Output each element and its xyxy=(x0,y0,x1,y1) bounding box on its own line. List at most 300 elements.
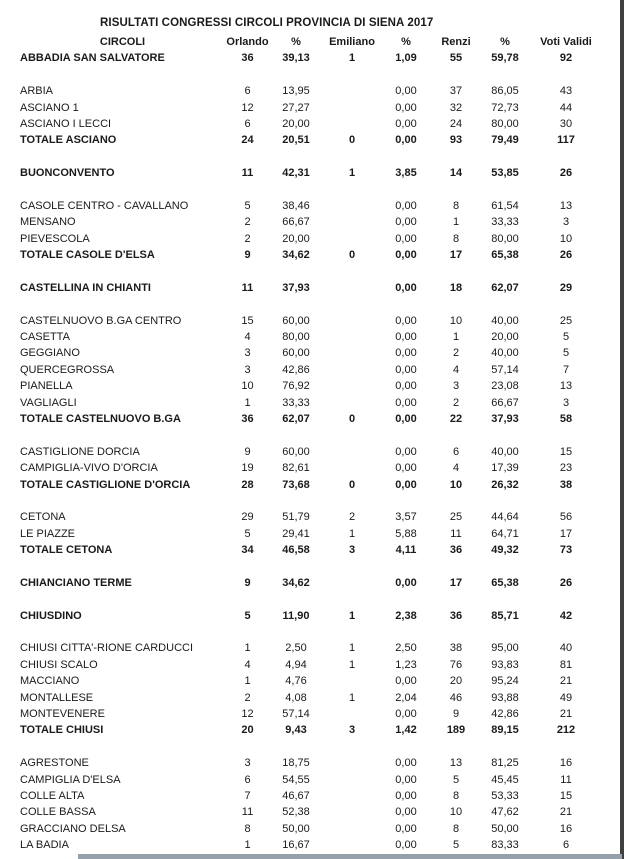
cell-value: 10 xyxy=(449,314,463,327)
table-row xyxy=(20,542,610,558)
cell-value: 4 xyxy=(452,462,460,475)
table-header-row xyxy=(20,34,610,50)
cell-value: 0,00 xyxy=(395,708,417,721)
table-row xyxy=(20,280,610,296)
cell-circolo: TOTALE CASTELNUOVO B.GA xyxy=(20,412,181,425)
cell-value: 80,00 xyxy=(282,331,310,344)
cell-circolo: CETONA xyxy=(20,511,66,524)
cell-circolo: CAMPIGLIA-VIVO D'ORCIA xyxy=(20,462,158,475)
cell-value: 15 xyxy=(559,789,573,802)
cell-circolo: ASCIANO I LECCI xyxy=(20,117,112,130)
cell-value: 6 xyxy=(244,117,251,130)
cell-value: 21 xyxy=(559,675,573,688)
cell-value: 46,58 xyxy=(282,544,310,557)
cell-value: 13 xyxy=(559,199,573,212)
cell-value: 9 xyxy=(244,445,251,458)
cell-value: 39,13 xyxy=(282,52,310,65)
cell-value: 23,08 xyxy=(491,380,519,393)
cell-value: 5 xyxy=(562,331,570,344)
cell-value: 40,00 xyxy=(491,347,519,360)
cell-value: 0,00 xyxy=(395,331,417,344)
cell-value: 60,00 xyxy=(282,314,310,327)
cell-value: 51,79 xyxy=(282,511,310,524)
cell-value: 4,08 xyxy=(285,691,307,704)
cell-value: 46 xyxy=(449,691,463,704)
cell-value: 37 xyxy=(449,85,463,98)
cell-value: 3 xyxy=(348,724,356,737)
cell-value xyxy=(322,83,382,99)
cell-value: 38,46 xyxy=(282,199,310,212)
cell-value: 2 xyxy=(452,396,460,409)
cell-value: 52,38 xyxy=(282,806,310,819)
cell-value: 2 xyxy=(244,232,251,245)
cell-value: 7 xyxy=(562,363,570,376)
cell-value: 6 xyxy=(452,445,460,458)
cell-value: 24 xyxy=(241,134,254,147)
cell-value: 11 xyxy=(241,167,254,180)
cell-value: 5 xyxy=(244,609,251,622)
cell-value: 5 xyxy=(452,773,460,786)
table-body xyxy=(20,50,610,853)
cell-value: 21 xyxy=(559,806,573,819)
cell-value: 117 xyxy=(557,134,575,147)
cell-value: 93 xyxy=(449,134,463,147)
cell-value: 38 xyxy=(449,642,463,655)
cell-value: 9 xyxy=(244,576,251,589)
cell-value: 29 xyxy=(559,281,573,294)
table-row xyxy=(20,772,610,788)
cell-value: 49 xyxy=(559,691,573,704)
cell-value: 42 xyxy=(559,609,573,622)
cell-value: 34 xyxy=(241,544,254,557)
cell-value: 25 xyxy=(449,511,463,524)
table-row xyxy=(20,755,610,771)
cell-value: 12 xyxy=(241,708,254,721)
cell-circolo: QUERCEGROSSA xyxy=(20,363,115,376)
cell-value: 10 xyxy=(449,478,463,491)
cell-value: 45,45 xyxy=(491,773,519,786)
cell-value: 1 xyxy=(244,396,251,409)
table-row xyxy=(20,509,610,525)
cell-circolo: MONTALLESE xyxy=(20,691,94,704)
page-title: RISULTATI CONGRESSI CIRCOLI PROVINCIA DI SIENA 2017 xyxy=(100,17,434,29)
cell-circolo: ABBADIA SAN SALVATORE xyxy=(20,52,165,65)
table-row xyxy=(20,673,610,689)
cell-circolo: CASETTA xyxy=(20,331,70,344)
cell-value: 0,00 xyxy=(395,773,417,786)
cell-value: 61,54 xyxy=(491,199,519,212)
cell-value: 0 xyxy=(348,134,356,147)
cell-value: 23 xyxy=(559,462,573,475)
table-row xyxy=(20,444,610,460)
cell-circolo: PIEVESCOLA xyxy=(20,232,90,245)
cell-value: 85,71 xyxy=(491,609,519,622)
cell-value: 2 xyxy=(452,347,460,360)
cell-value: 1,09 xyxy=(395,52,417,65)
cell-value: 10 xyxy=(241,380,254,393)
column-header: Emiliano xyxy=(329,36,375,48)
cell-value xyxy=(322,444,382,460)
table-row xyxy=(20,198,610,214)
cell-value xyxy=(322,329,382,345)
cell-value xyxy=(322,313,382,329)
cell-value: 83,33 xyxy=(491,839,519,852)
cell-value: 22 xyxy=(449,412,463,425)
table-row xyxy=(20,690,610,706)
column-header: % xyxy=(291,36,301,48)
cell-circolo: PIANELLA xyxy=(20,380,73,393)
cell-circolo: CHIUSI SCALO xyxy=(20,658,98,671)
cell-value: 65,38 xyxy=(491,576,519,589)
cell-value: 89,15 xyxy=(491,724,519,737)
cell-value: 20 xyxy=(449,675,463,688)
cell-value: 8 xyxy=(452,822,460,835)
cell-value: 10 xyxy=(559,232,573,245)
table-row xyxy=(20,640,610,656)
cell-value: 17 xyxy=(449,249,463,262)
page-edge-line xyxy=(620,0,624,859)
cell-circolo: LA BADIA xyxy=(20,839,69,852)
cell-value: 1 xyxy=(244,839,251,852)
table-row xyxy=(20,722,610,738)
cell-value: 20,00 xyxy=(491,331,519,344)
cell-value: 8 xyxy=(452,232,460,245)
cell-value: 43 xyxy=(559,85,573,98)
cell-value: 1 xyxy=(348,52,356,65)
cell-value: 13 xyxy=(449,757,463,770)
cell-value: 0,00 xyxy=(395,675,417,688)
cell-value: 0,00 xyxy=(395,249,417,262)
cell-value: 20,00 xyxy=(282,117,310,130)
cell-value: 4 xyxy=(244,658,251,671)
cell-value: 6 xyxy=(244,85,251,98)
cell-value: 0 xyxy=(348,478,356,491)
cell-value: 7 xyxy=(244,789,251,802)
cell-value: 36 xyxy=(241,52,254,65)
table-row xyxy=(20,788,610,804)
cell-circolo: CASTELLINA IN CHIANTI xyxy=(20,281,151,294)
cell-value: 2 xyxy=(348,511,356,524)
cell-value: 26 xyxy=(559,576,573,589)
cell-value: 2 xyxy=(244,216,251,229)
cell-value: 58 xyxy=(559,412,573,425)
cell-circolo: MACCIANO xyxy=(20,675,80,688)
cell-value: 47,62 xyxy=(491,806,519,819)
cell-value: 3 xyxy=(244,757,251,770)
cell-circolo: GEGGIANO xyxy=(20,347,80,360)
cell-value: 26,32 xyxy=(491,478,519,491)
table-row xyxy=(20,214,610,230)
cell-value: 3,57 xyxy=(395,511,417,524)
cell-value: 4,11 xyxy=(395,544,417,557)
cell-value: 37,93 xyxy=(491,412,519,425)
cell-value xyxy=(322,345,382,361)
table-row xyxy=(20,100,610,116)
cell-value: 20,00 xyxy=(282,232,310,245)
cell-value: 60,00 xyxy=(282,445,310,458)
cell-value: 33,33 xyxy=(491,216,519,229)
cell-value: 0,00 xyxy=(395,347,417,360)
cell-value: 20 xyxy=(241,724,254,737)
cell-value: 0,00 xyxy=(395,216,417,229)
table-row xyxy=(20,706,610,722)
cell-circolo: CASTELNUOVO B.GA CENTRO xyxy=(20,314,182,327)
cell-value: 26 xyxy=(559,167,573,180)
cell-value: 18,75 xyxy=(282,757,310,770)
cell-value: 11 xyxy=(450,527,462,540)
cell-value xyxy=(322,280,382,296)
cell-value: 34,62 xyxy=(282,249,310,262)
cell-circolo: AGRESTONE xyxy=(20,757,89,770)
cell-circolo: TOTALE CASTIGLIONE D'ORCIA xyxy=(20,478,191,491)
cell-value: 1 xyxy=(452,216,460,229)
cell-value: 30 xyxy=(559,117,573,130)
cell-value: 1 xyxy=(244,642,251,655)
cell-value: 80,00 xyxy=(491,117,519,130)
cell-value xyxy=(322,837,382,853)
cell-value: 0,00 xyxy=(395,314,417,327)
cell-value xyxy=(322,231,382,247)
cell-value: 0,00 xyxy=(395,85,417,98)
cell-value: 0 xyxy=(348,412,356,425)
cell-value: 0,00 xyxy=(395,117,417,130)
cell-value: 1 xyxy=(348,658,356,671)
cell-circolo: TOTALE ASCIANO xyxy=(20,134,117,147)
cell-value: 0,00 xyxy=(395,806,417,819)
cell-value: 72,73 xyxy=(491,101,519,114)
cell-circolo: GRACCIANO DELSA xyxy=(20,822,126,835)
cell-value: 0,00 xyxy=(395,134,417,147)
cell-value: 11 xyxy=(560,773,572,786)
cell-value: 33,33 xyxy=(282,396,310,409)
column-header: Voti Validi xyxy=(540,36,592,48)
cell-value: 36 xyxy=(241,412,254,425)
cell-value: 3 xyxy=(562,216,570,229)
cell-value: 73,68 xyxy=(282,478,310,491)
cell-value xyxy=(322,821,382,837)
cell-value: 19 xyxy=(241,462,254,475)
table-row xyxy=(20,395,610,411)
cell-value: 66,67 xyxy=(491,396,519,409)
cell-value: 18 xyxy=(449,281,463,294)
cell-value: 3 xyxy=(562,396,570,409)
cell-value: 81,25 xyxy=(491,757,519,770)
cell-value xyxy=(322,804,382,820)
cell-circolo: CAMPIGLIA D'ELSA xyxy=(20,773,121,786)
cell-value: 9 xyxy=(244,249,251,262)
cell-value: 25 xyxy=(559,314,573,327)
cell-value: 1 xyxy=(452,331,460,344)
cell-value: 9,43 xyxy=(285,724,307,737)
cell-value: 1 xyxy=(348,642,356,655)
cell-value: 36 xyxy=(449,544,463,557)
cell-value: 42,31 xyxy=(282,167,310,180)
cell-value: 44,64 xyxy=(491,511,519,524)
cell-value: 0,00 xyxy=(395,412,417,425)
cell-value: 17 xyxy=(559,527,573,540)
cell-circolo: CASTIGLIONE DORCIA xyxy=(20,445,140,458)
cell-value: 13 xyxy=(559,380,573,393)
cell-value: 50,00 xyxy=(491,822,519,835)
cell-value xyxy=(322,378,382,394)
cell-circolo: CHIANCIANO TERME xyxy=(20,576,132,589)
cell-value: 5 xyxy=(452,839,460,852)
cell-value: 42,86 xyxy=(491,708,519,721)
cell-value: 8 xyxy=(452,789,460,802)
cell-value: 5 xyxy=(244,199,251,212)
cell-value: 8 xyxy=(244,822,251,835)
cell-value: 16 xyxy=(559,757,573,770)
cell-value: 49,32 xyxy=(491,544,519,557)
cell-value xyxy=(322,198,382,214)
cell-value: 6 xyxy=(244,773,251,786)
cell-value: 95,24 xyxy=(491,675,519,688)
cell-value: 26 xyxy=(559,249,573,262)
cell-value: 2 xyxy=(244,691,251,704)
cell-value: 5,88 xyxy=(395,527,417,540)
cell-value: 42,86 xyxy=(282,363,310,376)
cell-value: 5 xyxy=(244,527,251,540)
cell-value: 0,00 xyxy=(395,839,417,852)
cell-value: 0,00 xyxy=(395,363,417,376)
cell-value: 15 xyxy=(559,445,573,458)
cell-value: 32 xyxy=(449,101,463,114)
cell-value xyxy=(322,362,382,378)
cell-value: 0,00 xyxy=(395,789,417,802)
cell-value: 8 xyxy=(452,199,460,212)
table-row xyxy=(20,460,610,476)
cell-value: 3,85 xyxy=(395,167,417,180)
cell-value: 1 xyxy=(348,527,356,540)
cell-value: 189 xyxy=(446,724,466,737)
cell-value: 15 xyxy=(241,314,254,327)
cell-value xyxy=(322,395,382,411)
cell-circolo: TOTALE CASOLE D'ELSA xyxy=(20,249,155,262)
cell-value: 81 xyxy=(559,658,573,671)
cell-value: 14 xyxy=(449,167,463,180)
bottom-edge-strip xyxy=(78,854,622,859)
cell-value: 0,00 xyxy=(395,478,417,491)
cell-value: 79,49 xyxy=(491,134,519,147)
cell-value: 92 xyxy=(559,52,573,65)
table-row xyxy=(20,362,610,378)
table-row xyxy=(20,247,610,263)
cell-value xyxy=(322,788,382,804)
cell-value: 17 xyxy=(449,576,463,589)
cell-circolo: VAGLIAGLI xyxy=(20,396,77,409)
cell-value xyxy=(322,100,382,116)
table-row xyxy=(20,132,610,148)
cell-value: 53,33 xyxy=(491,789,519,802)
cell-value: 60,00 xyxy=(282,347,310,360)
cell-value: 2,38 xyxy=(395,609,417,622)
table-row xyxy=(20,477,610,493)
cell-value: 12 xyxy=(241,101,254,114)
table-row xyxy=(20,345,610,361)
cell-value: 4,76 xyxy=(285,675,307,688)
cell-value: 29,41 xyxy=(282,527,310,540)
table-row xyxy=(20,575,610,591)
cell-value: 37,93 xyxy=(282,281,310,294)
cell-value: 57,14 xyxy=(282,708,310,721)
cell-value: 29 xyxy=(241,511,254,524)
cell-value: 62,07 xyxy=(491,281,519,294)
cell-value: 20,51 xyxy=(282,134,310,147)
cell-value: 2,04 xyxy=(395,691,417,704)
cell-value: 4 xyxy=(452,363,460,376)
table-row xyxy=(20,83,610,99)
table-row xyxy=(20,378,610,394)
cell-value: 57,14 xyxy=(491,363,519,376)
cell-value: 4 xyxy=(244,331,251,344)
cell-value: 46,67 xyxy=(282,789,310,802)
cell-value: 34,62 xyxy=(282,576,310,589)
cell-value: 11 xyxy=(241,281,254,294)
cell-value: 40,00 xyxy=(491,314,519,327)
cell-value: 6 xyxy=(562,839,570,852)
cell-circolo: LE PIAZZE xyxy=(20,527,76,540)
cell-value: 53,85 xyxy=(491,167,519,180)
cell-value: 0,00 xyxy=(395,281,417,294)
cell-value: 82,61 xyxy=(282,462,310,475)
cell-value: 95,00 xyxy=(491,642,519,655)
table-row xyxy=(20,329,610,345)
cell-value: 65,38 xyxy=(491,249,519,262)
cell-value: 0,00 xyxy=(395,232,417,245)
cell-value: 1,42 xyxy=(395,724,417,737)
column-header: Renzi xyxy=(441,36,471,48)
cell-value: 3 xyxy=(452,380,460,393)
cell-value: 0,00 xyxy=(395,445,417,458)
cell-value: 1 xyxy=(348,691,356,704)
table-row xyxy=(20,837,610,853)
column-header: Orlando xyxy=(226,36,269,48)
results-table xyxy=(20,16,610,854)
cell-value: 16,67 xyxy=(282,839,310,852)
cell-value: 50,00 xyxy=(282,822,310,835)
cell-value: 0,00 xyxy=(395,396,417,409)
cell-value: 0,00 xyxy=(395,101,417,114)
cell-circolo: BUONCONVENTO xyxy=(20,167,115,180)
cell-value: 2,50 xyxy=(285,642,307,655)
cell-value: 11,90 xyxy=(282,609,310,622)
table-row xyxy=(20,165,610,181)
cell-value: 3 xyxy=(244,347,251,360)
cell-circolo: COLLE ALTA xyxy=(20,789,85,802)
cell-value: 11 xyxy=(241,806,254,819)
cell-circolo: TOTALE CHIUSI xyxy=(20,724,104,737)
cell-value: 3 xyxy=(244,363,251,376)
cell-value: 17,39 xyxy=(491,462,519,475)
cell-circolo: CHIUSI CITTA'-RIONE CARDUCCI xyxy=(20,642,194,655)
cell-value: 73 xyxy=(559,544,573,557)
cell-value xyxy=(322,706,382,722)
cell-value: 13,95 xyxy=(282,85,310,98)
cell-value: 76 xyxy=(449,658,463,671)
cell-value: 9 xyxy=(452,708,460,721)
cell-value: 21 xyxy=(559,708,573,721)
cell-value: 2,50 xyxy=(395,642,417,655)
table-row xyxy=(20,116,610,132)
cell-value: 0,00 xyxy=(395,199,417,212)
cell-value: 0,00 xyxy=(395,462,417,475)
table-row xyxy=(20,804,610,820)
cell-value: 24 xyxy=(449,117,463,130)
column-header: CIRCOLI xyxy=(99,36,146,48)
cell-value: 5 xyxy=(562,347,570,360)
cell-circolo: CHIUSDINO xyxy=(20,609,82,622)
cell-value: 80,00 xyxy=(491,232,519,245)
